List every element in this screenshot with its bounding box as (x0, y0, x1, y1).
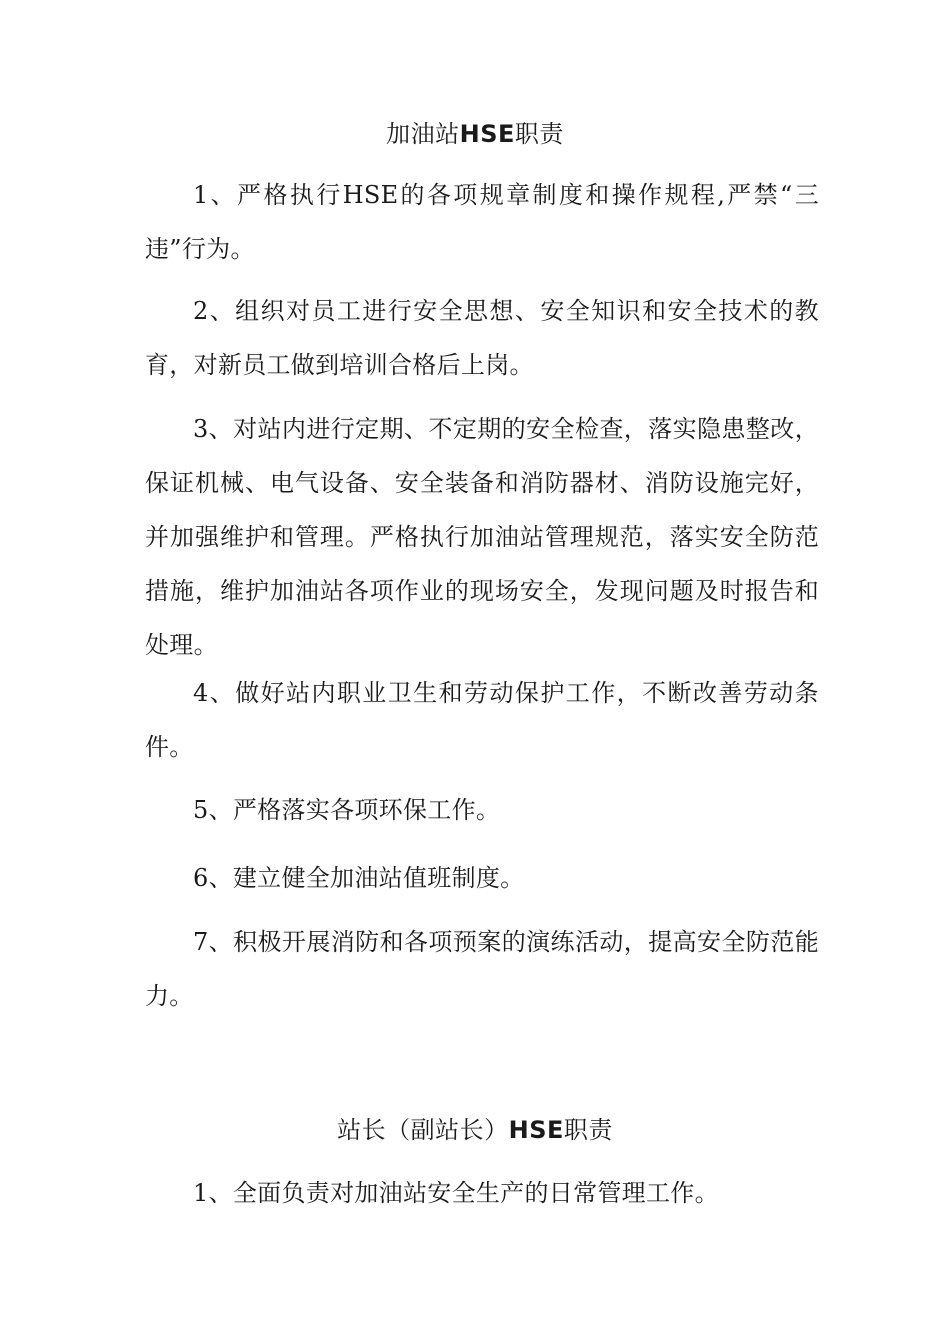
section-1-item-1: 1、严格执行HSE的各项规章制度和操作规程,严禁“三违”行为。 (145, 181, 819, 263)
section-1-heading-pre: 加油站 (386, 120, 460, 148)
section-2-item-1: 1、全面负责对加油站安全生产的日常管理工作。 (193, 1179, 719, 1207)
section-1-item-5: 5、严格落实各项环保工作。 (193, 796, 501, 824)
section-2-heading-post: 职责 (563, 1116, 613, 1144)
section-1-heading-hse: HSE (459, 120, 515, 148)
section-1-item-7: 7、积极开展消防和各项预案的演练活动，提高安全防范能力。 (145, 928, 819, 1010)
section-1-heading (0, 118, 950, 150)
section-1-item-4: 4、做好站内职业卫生和劳动保护工作，不断改善劳动条件。 (145, 679, 819, 761)
section-1-heading-post: 职责 (514, 120, 564, 148)
section-2-heading (0, 1114, 950, 1146)
section-2-heading-hse: HSE (508, 1116, 564, 1144)
section-2-heading-pre: 站长（副站长） (337, 1116, 509, 1144)
section-1-item-2: 2、组织对员工进行安全思想、安全知识和安全技术的教育，对新员工做到培训合格后上岗。 (145, 297, 819, 379)
section-1-item-3: 3、对站内进行定期、不定期的安全检查，落实隐患整改，保证机械、电气设备、安全装备和消防器材、消防设施完好，并加强维护和管理。严格执行加油站管理规范，落实安全防范措施，维护加油站各项作业的现场安全，发现问题及时报告和处理。 (145, 415, 819, 659)
section-1-item-6: 6、建立健全加油站值班制度。 (193, 864, 525, 892)
